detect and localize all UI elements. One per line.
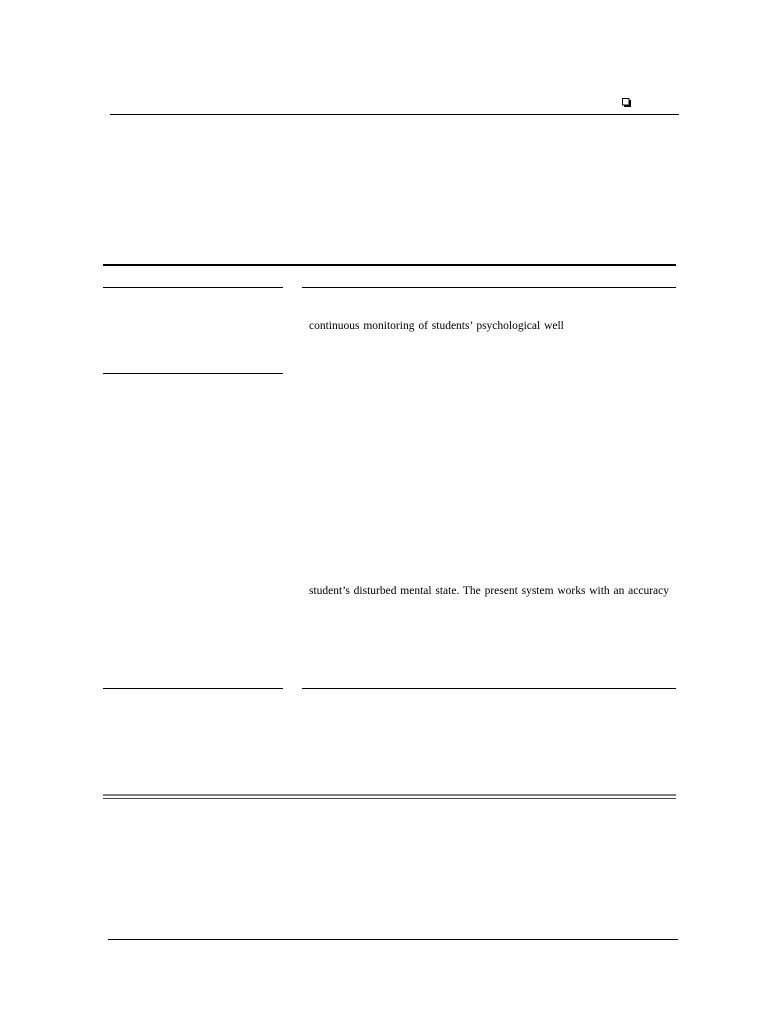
- abstract-top-rule: [103, 264, 676, 266]
- section-double-rule: [103, 794, 676, 799]
- abstract-rule-top: [302, 287, 676, 288]
- checkbox-square-icon: [622, 98, 631, 107]
- abstract-text-line-1: continuous monitoring of students’ psychological well: [309, 320, 564, 332]
- article-info-rule-top: [103, 287, 283, 288]
- article-info-rule-bottom: [103, 688, 283, 689]
- header-rule: [110, 114, 679, 115]
- abstract-rule-bottom: [302, 688, 676, 689]
- footer-rule: [108, 939, 678, 940]
- abstract-text-line-2: student’s disturbed mental state. The present system works with an accuracy: [309, 585, 669, 597]
- article-info-rule-middle: [103, 373, 283, 374]
